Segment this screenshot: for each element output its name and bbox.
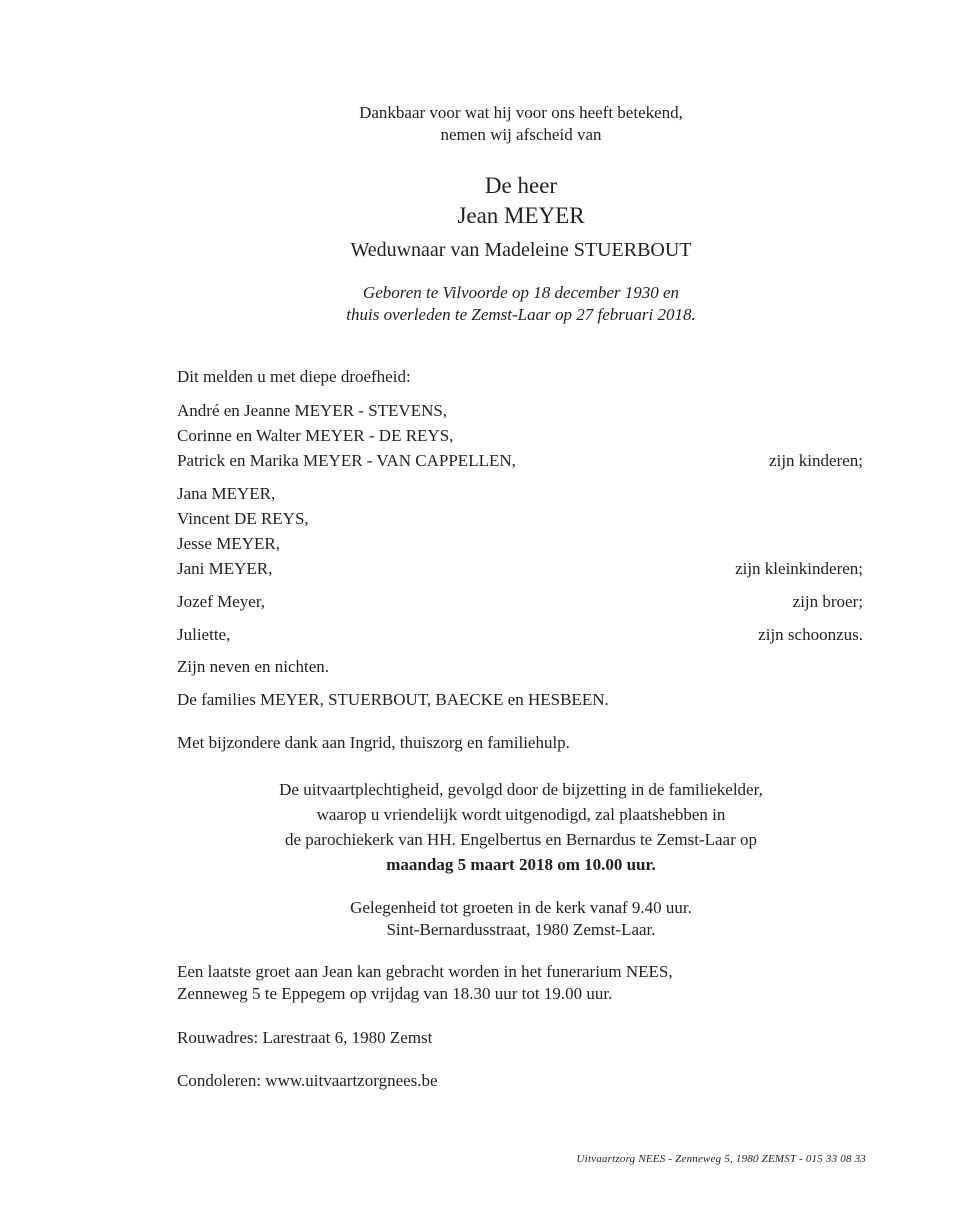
thanks-line: Met bijzondere dank aan Ingrid, thuiszorg en familiehulp. [177, 733, 570, 752]
cousins-line: Zijn neven en nichten. [177, 657, 330, 676]
greeting-address: Sint-Bernardusstraat, 1980 Zemst-Laar. [386, 920, 656, 939]
grandchild-name: Jani MEYER, [177, 559, 273, 578]
grandchildren-relation: zijn kleinkinderen; [735, 559, 863, 578]
sisterinlaw-relation: zijn schoonzus. [758, 625, 863, 644]
ceremony-line: De uitvaartplechtigheid, gevolgd door de bijzetting in de familiekelder, [279, 780, 763, 799]
greeting-line: Gelegenheid tot groeten in de kerk vanaf 9.40 uur. [350, 898, 692, 917]
brother-entry [177, 589, 863, 614]
brother-name: Jozef Meyer, [177, 592, 266, 611]
grandchild-entry: Jana MEYER, [177, 484, 276, 503]
brother-relation: zijn broer; [792, 592, 863, 611]
deceased-name: Jean MEYER [457, 203, 585, 228]
children-group [177, 398, 863, 473]
ceremony-line: waarop u vriendelijk wordt uitgenodigd, zal plaatshebben in [316, 805, 726, 824]
mourning-address: Rouwadres: Larestraat 6, 1980 Zemst [177, 1028, 433, 1047]
child-entry: André en Jeanne MEYER - STEVENS, [177, 401, 448, 420]
ceremony-line: de parochiekerk van HH. Engelbertus en Bernardus te Zemst-Laar op [284, 830, 758, 849]
intro-line: nemen wij afscheid van [440, 125, 602, 144]
ceremony-date: maandag 5 maart 2018 om 10.00 uur. [386, 855, 656, 874]
sisterinlaw-entry [177, 622, 863, 647]
children-relation: zijn kinderen; [769, 451, 863, 470]
grandchildren-group [177, 481, 863, 581]
sisterinlaw-name: Juliette, [177, 625, 231, 644]
intro-text [0, 102, 972, 146]
child-name: Patrick en Marika MEYER - VAN CAPPELLEN, [177, 451, 516, 470]
deceased-title: De heer [484, 173, 558, 198]
grandchild-entry: Jesse MEYER, [177, 534, 280, 553]
grandchild-entry-last [177, 556, 863, 581]
funerarium-line: Zenneweg 5 te Eppegem op vrijdag van 18.30 uur tot 19.00 uur. [177, 984, 613, 1003]
announcement: Dit melden u met diepe droefheid: [177, 367, 411, 386]
widower-line: Weduwnaar van Madeleine STUERBOUT [350, 239, 692, 261]
grandchild-entry: Vincent DE REYS, [177, 509, 309, 528]
intro-line: Dankbaar voor wat hij voor ons heeft betekend, [359, 103, 683, 122]
ceremony-text [0, 777, 972, 877]
child-entry-last [177, 448, 863, 473]
deceased-heading [0, 171, 972, 231]
child-entry: Corinne en Walter MEYER - DE REYS, [177, 426, 454, 445]
condolence-line: Condoleren: www.uitvaartzorgnees.be [177, 1071, 438, 1090]
birth-death-text [0, 282, 972, 326]
greeting-text [0, 897, 972, 941]
funerarium-line: Een laatste groet aan Jean kan gebracht worden in het funerarium NEES, [177, 962, 673, 981]
death-line: thuis overleden te Zemst-Laar op 27 februari 2018. [346, 305, 696, 324]
birth-line: Geboren te Vilvoorde op 18 december 1930 en [362, 283, 680, 302]
funeral-home-footer: Uitvaartzorg NEES - Zenneweg 5, 1980 ZEMST - 015 33 08 33 [576, 1153, 866, 1165]
funerarium-text [177, 961, 863, 1005]
families-line: De families MEYER, STUERBOUT, BAECKE en HESBEEN. [177, 690, 609, 709]
